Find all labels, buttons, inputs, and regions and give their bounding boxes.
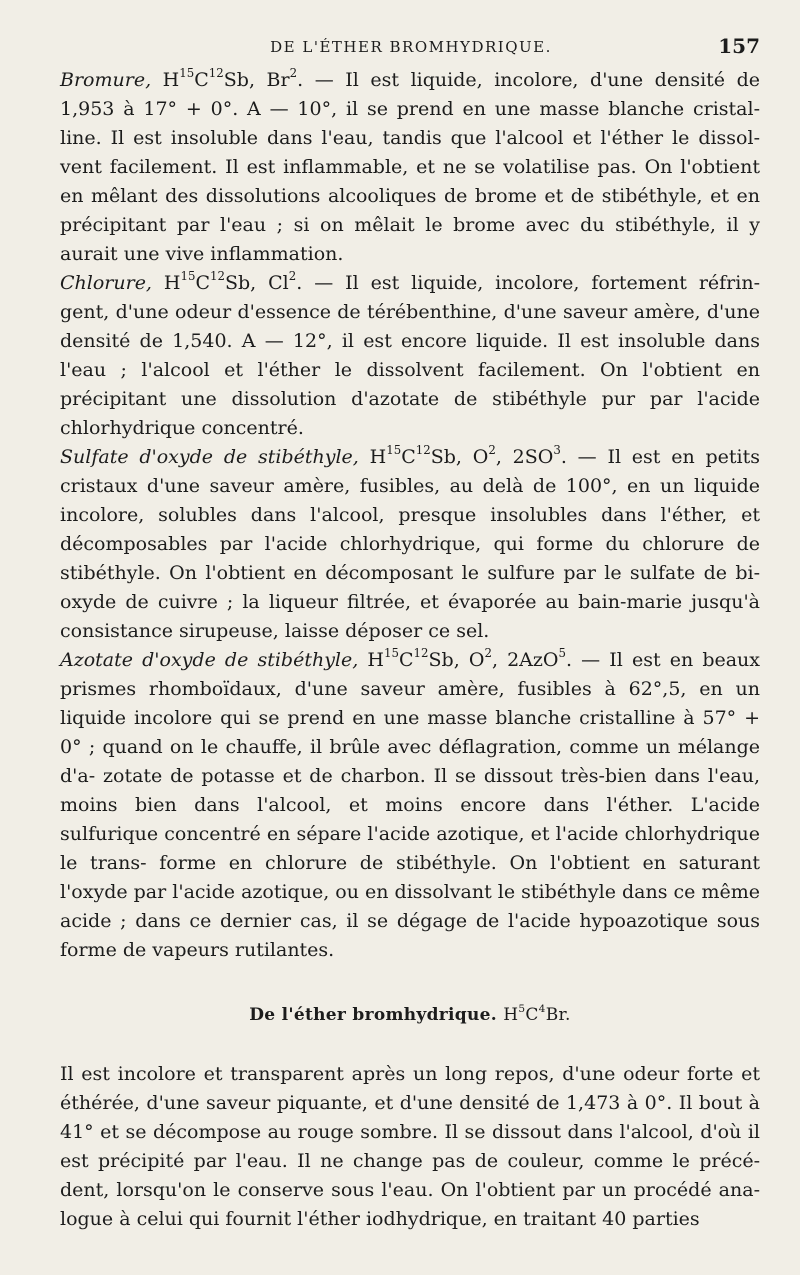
entry-paragraph-azotate bbox=[60, 646, 760, 965]
running-head bbox=[62, 34, 760, 60]
entry-paragraph-sulfate bbox=[60, 443, 760, 646]
section-heading bbox=[60, 1001, 760, 1030]
entry-formula: $H^{15}C^{12}Sb$, $O^2$, 2AzO$^5$. bbox=[367, 645, 573, 671]
entry-text: — Il est liquide, incolore, fortement réfrin- gent, d'une odeur d'essence de térébenthine, d'une saveur amère, d'une densité de 1,540. A — 12°, il est encore liquide. Il est insoluble dans l'eau ; l'alcool et l'éther le dissolvent facilement. On l'obtient en précipitant une dissolution d'azotate de stibéthyle pur par l'acide chlorhydrique concentré. bbox=[60, 272, 760, 439]
section-heading-formula: $H^5C^4Br$. bbox=[503, 1002, 571, 1025]
entry-term: Bromure, bbox=[60, 69, 152, 91]
running-title: DE L'ÉTHER BROMHYDRIQUE. bbox=[270, 38, 552, 56]
entry-text: — Il est en petits cristaux d'une saveur amère, fusibles, au delà de 100°, en un liquide incolore, solubles dans l'alcool, presque insolubles dans l'éther, et décomposables par l'acide chlorhydrique, qui forme du chlorure de stibéthyle. On l'obtient en décomposant le sulfure par le sulfate de bi- oxyde de cuivre ; la liqueur filtrée, et évaporée au bain-marie jusqu'à consistance sirupeuse, laisse déposer ce sel. bbox=[60, 446, 760, 642]
entry-text: — Il est en beaux prismes rhomboïdaux, d'une saveur amère, fusibles à 62°,5, en un liquide incolore qui se prend en une masse blanche cristalline à 57° + 0° ; quand on le chauffe, il brûle avec déflagration, comme un mélange d'a- zotate de potasse et de charbon. Il se dissout très-bien dans l'eau, moins bien dans l'alcool, et moins encore dans l'éther. L'acide sulfurique concentré en sépare l'acide azotique, et l'acide chlorhydrique le trans- forme en chlorure de stibéthyle. On l'obtient en saturant l'oxyde par l'acide azotique, ou en dissolvant le stibéthyle dans ce même acide ; dans ce dernier cas, il se dégage de l'acide hypoazotique sous forme de vapeurs rutilantes. bbox=[60, 649, 761, 961]
section-paragraph: Il est incolore et transparent après un long repos, d'une odeur forte et éthérée, d'une saveur piquante, et d'une densité de 1,473 à 0°. Il bout à 41° et se décompose au rouge sombre. Il se dissout dans l'alcool, d'où il est précipité par l'eau. Il ne change pas de couleur, comme le précé- dent, lorsqu'on le conserve sous l'eau. On l'obtient par un procédé ana- logue à celui qui fournit l'éther iodhydrique, en traitant 40 parties bbox=[60, 1063, 760, 1230]
entry-term: Sulfate d'oxyde de stibéthyle, bbox=[60, 446, 359, 468]
section-heading-title: De l'éther bromhydrique. bbox=[249, 1005, 497, 1025]
entry-formula: $H^{15}C^{12}Sb$, Cl$^2$. bbox=[163, 268, 303, 294]
entry-term: Chlorure, bbox=[60, 272, 152, 294]
entry-paragraph-bromure bbox=[60, 66, 760, 269]
entry-term: Azotate d'oxyde de stibéthyle, bbox=[60, 649, 359, 671]
entry-formula: $H^{15}C^{12}Sb$, Br$^2$. bbox=[162, 65, 304, 91]
entry-paragraph-chlorure bbox=[60, 269, 760, 443]
body-text bbox=[60, 66, 760, 1234]
entry-formula: $H^{15}C^{12}Sb$, $O^2$, $2SO^3$. bbox=[369, 442, 567, 468]
page-number: 157 bbox=[718, 34, 760, 58]
entry-text: — Il est liquide, incolore, d'une densité de 1,953 à 17° + 0°. A — 10°, il se prend en une masse blanche cristal- line. Il est insoluble dans l'eau, tandis que l'alcool et l'éther le dissol- vent facilement. Il est inflammable, et ne se volatilise pas. On l'obtient en mêlant des dissolutions alcooliques de brome et de stibéthyle, et en précipitant par l'eau ; si on mêlait le brome avec du stibéthyle, il y aurait une vive inflammation. bbox=[60, 69, 760, 265]
